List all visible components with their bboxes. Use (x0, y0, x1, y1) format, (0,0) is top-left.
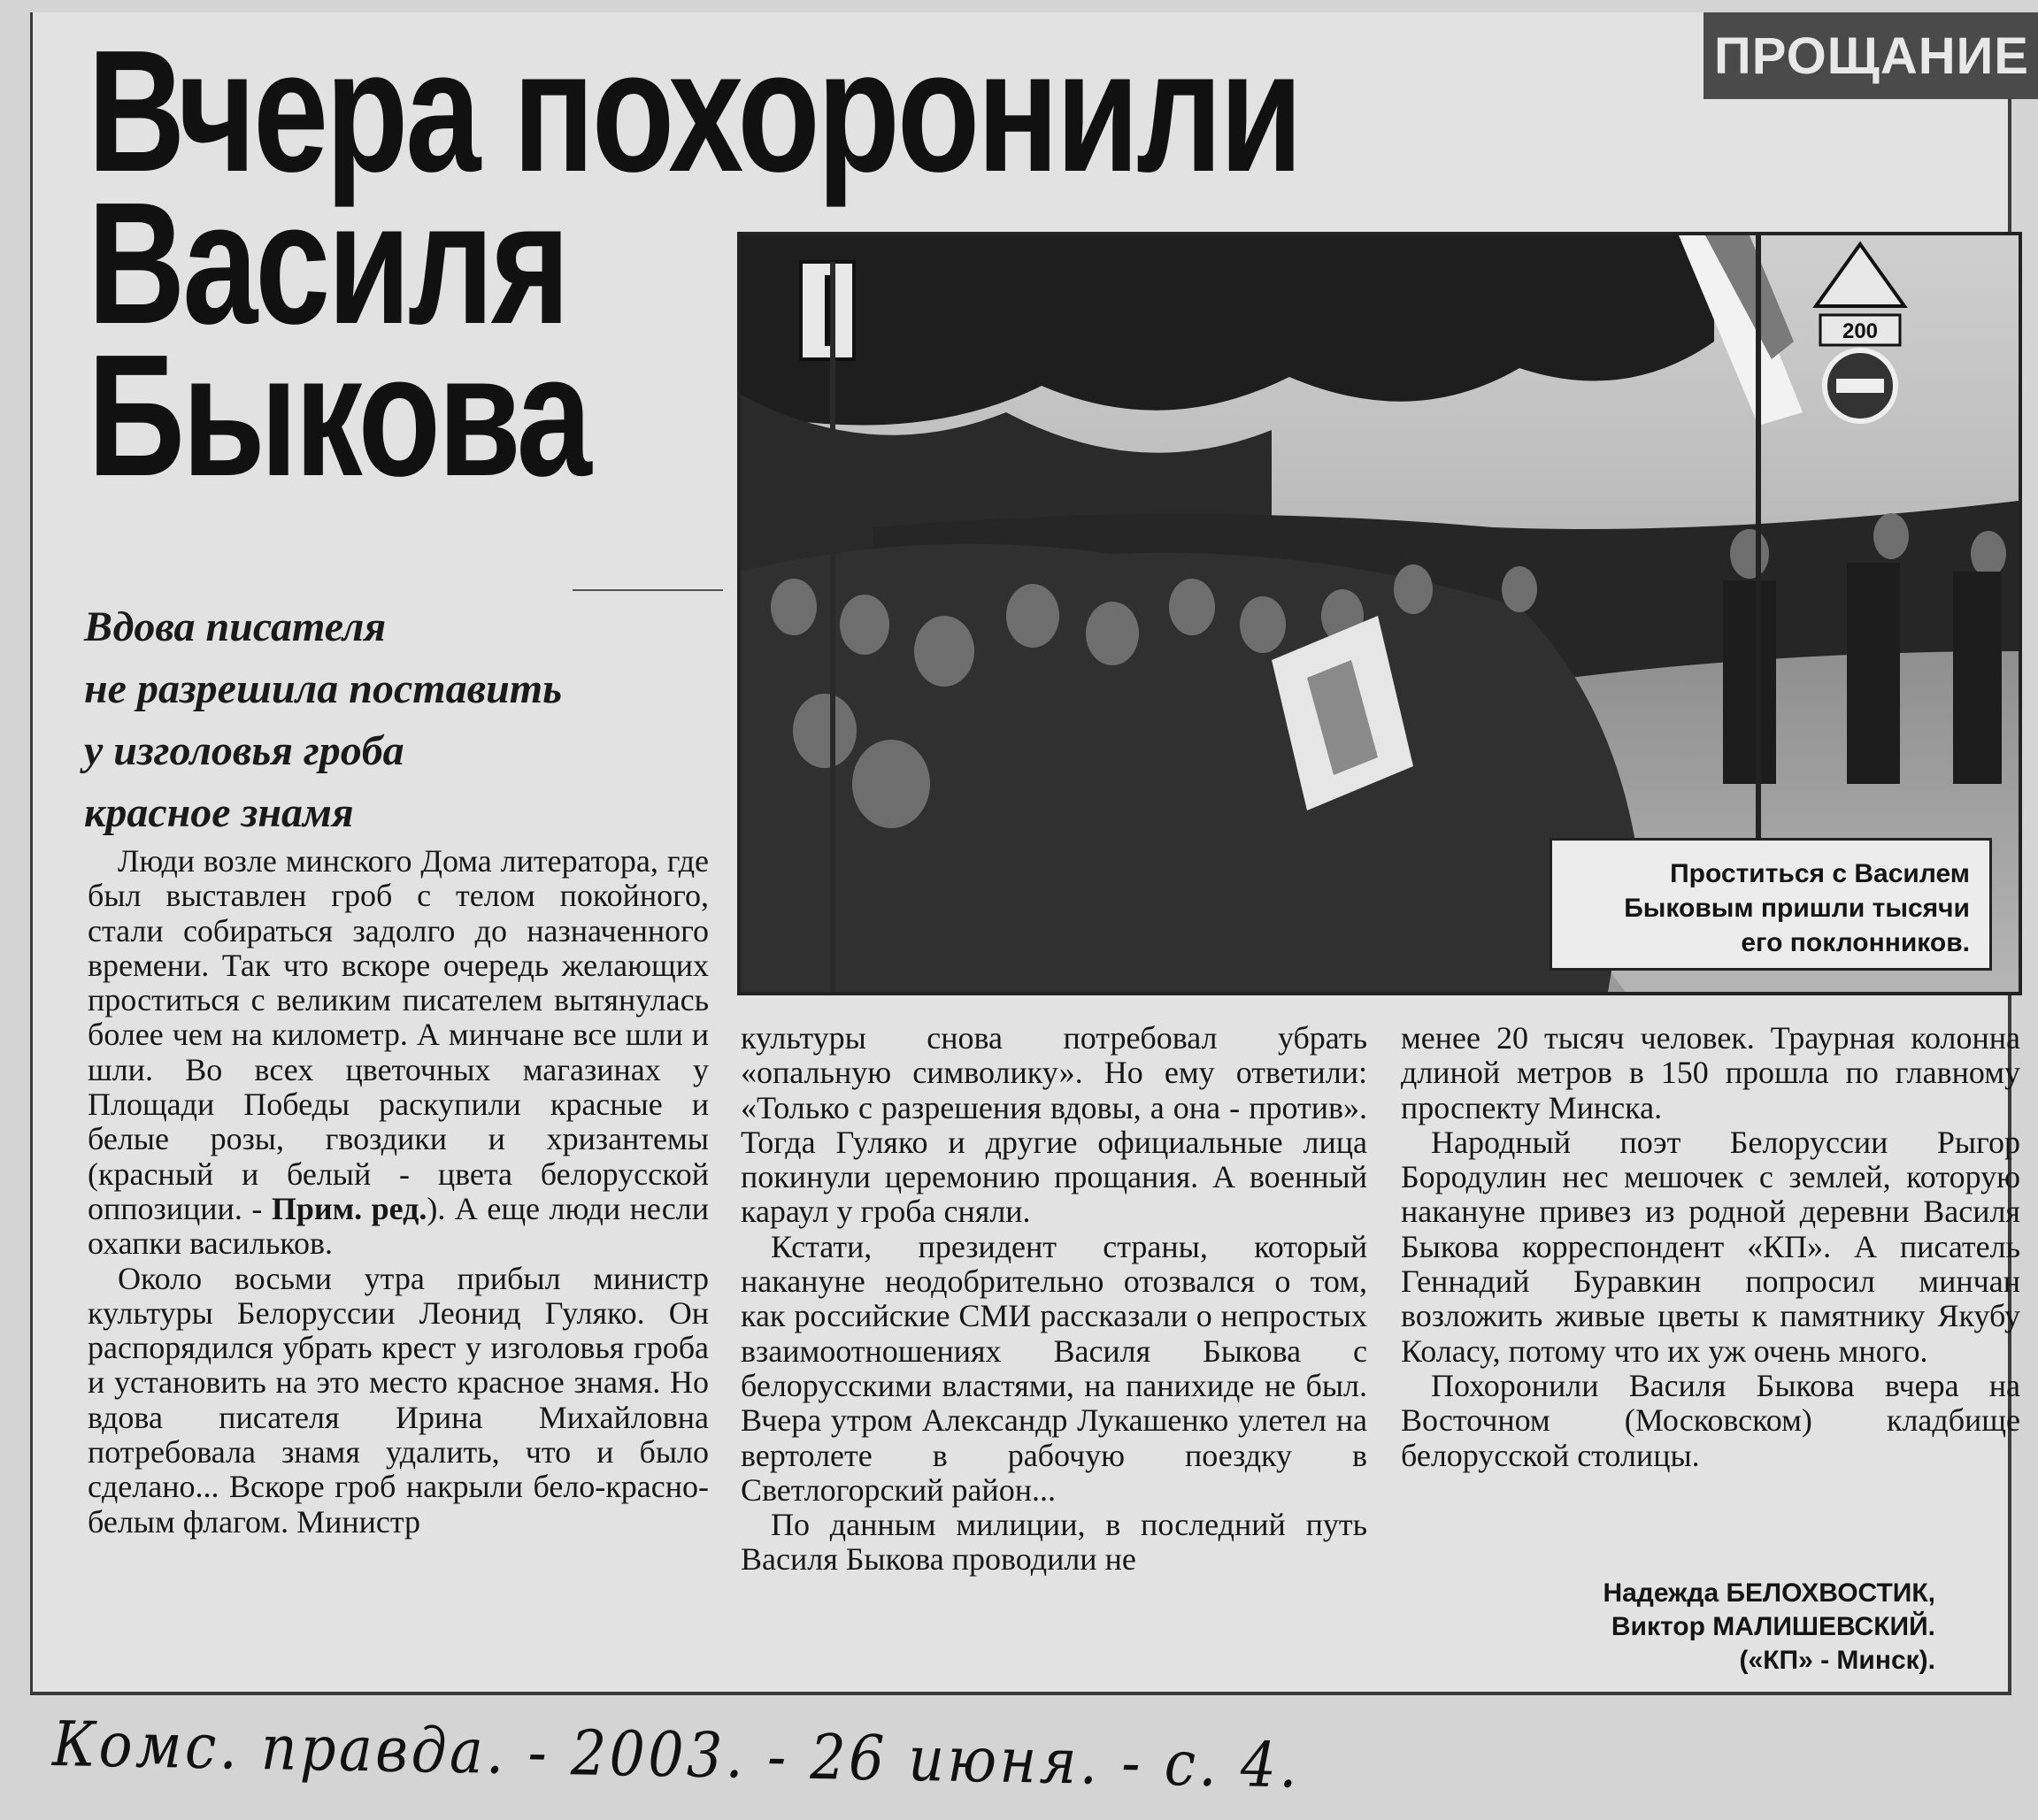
caption-line-3: его поклонников. (1741, 928, 1970, 957)
paragraph: По данным милиции, в последний путь Василя Быкова проводили не (741, 1507, 1367, 1578)
road-sign-distance: 200 (1842, 319, 1879, 343)
subhead-line-1: Вдова писателя (84, 603, 387, 650)
subhead-line-2: не разрешила поставить (84, 665, 563, 712)
paragraph: Народный поэт Белоруссии Рыгор Бородулин нес мешочек с землей, которую накануне привез из родной деревни Василя Быкова корреспондент «КП». А писатель Геннадий Буравкин попросил минчан возложить живые цветы к памятнику Якубу Коласу, потому что их уж очень много. (1401, 1124, 2020, 1369)
paragraph: культуры снова потребовал убрать «опальную символику». Но ему ответили: «Только с разрешения вдовы, а она - против». Тогда Гуляко и другие официальные лица покинули церемонию прощания. А военный караул у гроба сняли. (741, 1020, 1367, 1230)
paragraph (88, 844, 709, 1262)
caption-line-2: Быковым пришли тысячи (1624, 894, 1970, 923)
newspaper-clipping (30, 12, 2029, 1695)
headline-line-2: Василя (88, 166, 568, 360)
editor-note: Прим. ред. (271, 1190, 427, 1226)
caption-line-1: Проститься с Василем (1670, 859, 1970, 888)
subhead-line-4: красное знамя (84, 789, 354, 836)
subhead-line-3: у изголовья гроба (84, 727, 404, 774)
headline-line-1: Вчера похоронили (88, 14, 1301, 208)
paragraph: менее 20 тысяч человек. Траурная колонна длиной метров в 150 прошла по главному проспекту Минска. (1401, 1020, 2020, 1125)
headline-line-3: Быкова (88, 319, 589, 512)
news-photo (737, 232, 2022, 995)
author-1: Надежда БЕЛОХВОСТИК, (1603, 1578, 1935, 1608)
source: («КП» - Минск). (1739, 1646, 1935, 1675)
photo-caption (1550, 838, 1992, 971)
article-column-3 (1401, 1021, 2020, 1473)
paragraph-text: ). А еще люди несли охапки васильков. (88, 1190, 709, 1262)
paragraph: Около восьми утра прибыл министр культуры Белоруссии Леонид Гуляко. Он распорядился убрать крест у изголовья гроба и установить на это место красное знамя. Но вдова писателя Ирина Михайловна потребовала знамя удалить, что и было сделано... Вскоре гроб накрыли бело-красно-белым флагом. Министр (88, 1260, 709, 1540)
paragraph-text: Люди возле минского Дома литератора, где был выставлен гроб с телом покойного, стали собираться задолго до назначенного времени. Так что вскоре очередь желающих проститься с великим писателем вытянулась более чем на километр. А минчане все шли и шли. Во всех цветочных магазинах у Площади Победы раскупили красные и белые розы, гвоздики и хризантемы (красный и белый - цвета белорусской оппозиции. - (88, 843, 709, 1226)
subheadline (84, 596, 721, 844)
article-column-1 (88, 844, 709, 1540)
author-2: Виктор МАЛИШЕВСКИЙ. (1611, 1612, 1935, 1641)
article-column-2 (741, 1021, 1367, 1578)
rubric-label: ПРОЩАНИЕ (1703, 12, 2038, 99)
paragraph: Похоронили Василя Быкова вчера на Восточном (Московском) кладбище белорусской столицы. (1401, 1367, 2020, 1473)
paragraph: Кстати, президент страны, который накануне неодобрительно отозвался о том, как российские СМИ рассказали о непростых взаимоотношениях Василя Быкова с белорусскими властями, на панихиде не был. Вчера утром Александр Лукашенко улетел на вертолете в рабочую поездку в Светлогорский район... (741, 1228, 1367, 1508)
divider (573, 589, 723, 591)
handwritten-source-note: Комс. правда. - 2003. - 26 июня. - с. 4. (51, 1708, 1301, 1802)
byline (1603, 1577, 1935, 1678)
